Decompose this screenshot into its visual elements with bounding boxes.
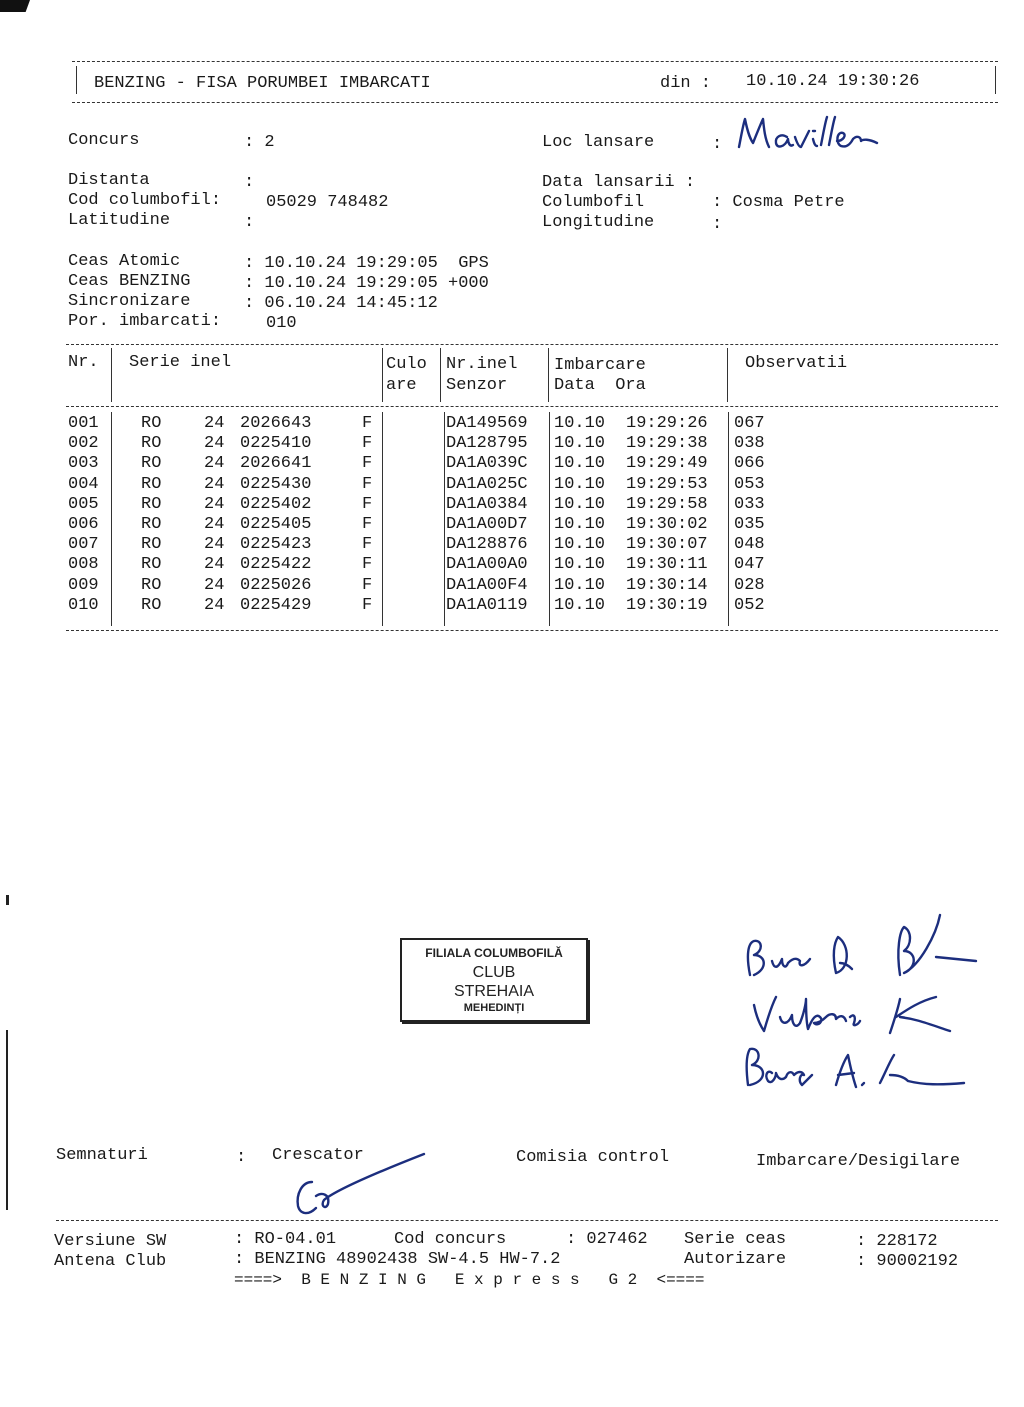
cell-ring: 0225402 [240, 494, 312, 514]
col-sep [111, 348, 112, 402]
cell-sensor: DA1A00A0 [446, 555, 528, 575]
cell-sex: F [362, 494, 373, 514]
ceas-benzing-label: Ceas BENZING [68, 272, 191, 291]
columbofil-value: : Cosma Petre [712, 193, 845, 212]
cell-nr: 008 [68, 555, 99, 575]
data-lansarii-label: Data lansarii : [542, 173, 696, 192]
cell-country: RO [141, 414, 162, 433]
cell-country: RO [141, 575, 162, 595]
cell-date: 10.10 [554, 414, 606, 433]
col-sep [727, 348, 728, 402]
col-sep [549, 412, 550, 626]
cell-sensor: DA128795 [446, 434, 528, 454]
col-sep [440, 348, 441, 402]
cell-country: RO [141, 494, 162, 514]
crescator-signature [288, 1150, 438, 1222]
cell-sex: F [362, 595, 373, 615]
header-observatii: Observatii [745, 354, 848, 373]
cell-country: RO [141, 434, 162, 454]
ceas-atomic-value: : 10.10.24 19:29:05 GPS [244, 254, 489, 273]
loc-lansare-label: Loc lansare [542, 133, 655, 152]
longitudine-value: : [712, 215, 723, 234]
cell-obs: 035 [734, 515, 765, 534]
cod-concurs-value: : 027462 [566, 1230, 648, 1249]
footer-rule [56, 1220, 998, 1221]
cell-date: 10.10 [554, 454, 606, 474]
cell-time: 19:30:02 [626, 515, 708, 534]
cell-obs: 066 [734, 454, 765, 474]
versiune-value: : RO-04.01 [234, 1230, 337, 1249]
cell-time: 19:29:53 [626, 474, 708, 494]
cell-country: RO [141, 535, 162, 555]
stamp-line-1: FILIALA COLUMBOFILĂ [425, 946, 563, 960]
cell-year: 24 [204, 555, 225, 575]
cell-country: RO [141, 555, 162, 575]
por-imbarcati-label: Por. imbarcati: [68, 312, 222, 331]
cell-time: 19:30:19 [626, 595, 708, 615]
cell-year: 24 [204, 434, 225, 454]
cell-ring: 0225430 [240, 474, 312, 494]
header-imbarcare-1: Imbarcare [554, 356, 646, 375]
cell-obs: 033 [734, 494, 765, 514]
cell-ring: 0225405 [240, 515, 312, 534]
antena-value: : BENZING 48902438 SW-4.5 HW-7.2 [234, 1250, 561, 1269]
cell-nr: 007 [68, 535, 99, 555]
concurs-value: : 2 [244, 133, 275, 152]
header-culoare-2: are [386, 376, 417, 395]
distanta-label: Distanta [68, 171, 150, 190]
cell-year: 24 [204, 575, 225, 595]
cell-ring: 0225422 [240, 555, 312, 575]
cell-country: RO [141, 454, 162, 474]
stamp-line-3: STREHAIA [453, 983, 534, 1000]
header-senzor-1: Nr.inel [446, 355, 518, 374]
cell-nr: 001 [68, 414, 99, 433]
cell-nr: 003 [68, 454, 99, 474]
versiune-label: Versiune SW [54, 1232, 167, 1251]
latitudine-label: Latitudine [68, 211, 171, 230]
stamp-line-4: MEHEDINȚI [463, 1002, 525, 1014]
cell-ring: 0225410 [240, 434, 312, 454]
cod-concurs-label: Cod concurs [394, 1230, 507, 1249]
cell-time: 19:29:49 [626, 454, 708, 474]
cell-sensor: DA1A025C [446, 474, 528, 494]
columbofil-label: Columbofil [542, 193, 645, 212]
sincronizare-value: : 06.10.24 14:45:12 [244, 294, 438, 313]
cell-ring: 0225026 [240, 575, 312, 595]
cell-sex: F [362, 515, 373, 534]
cell-time: 19:29:58 [626, 494, 708, 514]
cell-year: 24 [204, 515, 225, 534]
cell-obs: 048 [734, 535, 765, 555]
din-value: 10.10.24 19:30:26 [746, 72, 920, 91]
col-sep [548, 348, 549, 402]
autorizare-value: : 90002192 [856, 1252, 959, 1271]
cell-ring: 2026643 [240, 414, 312, 433]
por-imbarcati-value: 010 [266, 314, 297, 333]
header-top-rule [72, 61, 998, 62]
header-left-edge [76, 66, 77, 94]
cell-nr: 006 [68, 515, 99, 534]
cell-obs: 038 [734, 434, 765, 454]
loc-lansare-sep: : [712, 135, 723, 154]
cell-obs: 047 [734, 555, 765, 575]
cell-time: 19:30:14 [626, 575, 708, 595]
cell-nr: 004 [68, 474, 99, 494]
cell-ring: 2026641 [240, 454, 312, 474]
cell-year: 24 [204, 535, 225, 555]
cell-nr: 010 [68, 595, 99, 615]
cell-nr: 005 [68, 494, 99, 514]
cell-date: 10.10 [554, 434, 606, 454]
cell-sex: F [362, 434, 373, 454]
cell-sex: F [362, 535, 373, 555]
cell-nr: 009 [68, 575, 99, 595]
cod-columbofil-value: 05029 748482 [266, 193, 389, 212]
header-serie: Serie inel [129, 353, 232, 372]
cell-date: 10.10 [554, 595, 606, 615]
benzing-express-line: ====> B E N Z I N G E x p r e s s G 2 <==== [234, 1271, 705, 1289]
cell-year: 24 [204, 454, 225, 474]
col-sep [728, 412, 729, 626]
col-sep [111, 412, 112, 626]
semnaturi-sep: : [236, 1148, 247, 1167]
header-bottom-rule [72, 102, 998, 103]
cell-country: RO [141, 515, 162, 534]
table-bottom-rule [66, 630, 998, 631]
scan-edge-line [6, 1030, 8, 1210]
cell-sensor: DA128876 [446, 535, 528, 555]
cod-columbofil-label: Cod columbofil: [68, 191, 222, 210]
col-sep [382, 412, 383, 626]
header-right-edge [995, 66, 996, 94]
cell-ring: 0225423 [240, 535, 312, 555]
cell-time: 19:30:11 [626, 555, 708, 575]
cell-year: 24 [204, 474, 225, 494]
header-senzor-2: Senzor [446, 376, 508, 395]
latitudine-value: : [244, 213, 255, 232]
header-culoare-1: Culo [386, 355, 427, 374]
cell-sex: F [362, 474, 373, 494]
cell-date: 10.10 [554, 474, 606, 494]
cell-date: 10.10 [554, 535, 606, 555]
cell-country: RO [141, 474, 162, 494]
cell-sensor: DA1A0384 [446, 494, 528, 514]
cell-time: 19:29:26 [626, 414, 708, 433]
cell-country: RO [141, 595, 162, 615]
cell-sensor: DA1A0119 [446, 595, 528, 615]
sincronizare-label: Sincronizare [68, 292, 191, 311]
ceas-atomic-label: Ceas Atomic [68, 252, 181, 271]
document-title: BENZING - FISA PORUMBEI IMBARCATI [94, 74, 431, 93]
cell-sex: F [362, 454, 373, 474]
header-imbarcare-2: Data Ora [554, 376, 646, 395]
club-stamp [400, 938, 588, 1022]
cell-date: 10.10 [554, 555, 606, 575]
col-sep [382, 348, 383, 402]
imbarcare-label: Imbarcare/Desigilare [756, 1152, 961, 1171]
table-top-rule [66, 344, 998, 345]
loc-lansare-handwritten [735, 113, 885, 158]
cell-nr: 002 [68, 434, 99, 454]
cell-obs: 052 [734, 595, 765, 615]
scan-corner-mark [0, 0, 30, 12]
cell-year: 24 [204, 414, 225, 433]
autorizare-label: Autorizare [684, 1250, 787, 1269]
col-sep [444, 412, 445, 626]
scan-edge-mark [6, 895, 9, 905]
cell-sex: F [362, 414, 373, 433]
cell-obs: 053 [734, 474, 765, 494]
comisia-label: Comisia control [516, 1148, 670, 1167]
cell-sensor: DA149569 [446, 414, 528, 433]
cell-date: 10.10 [554, 494, 606, 514]
cell-sex: F [362, 555, 373, 575]
distanta-value: : [244, 173, 255, 192]
header-nr: Nr. [68, 353, 99, 372]
cell-obs: 028 [734, 575, 765, 595]
committee-signatures [740, 905, 990, 1105]
ceas-benzing-value: : 10.10.24 19:29:05 +000 [244, 274, 489, 293]
semnaturi-label: Semnaturi [56, 1146, 148, 1165]
antena-label: Antena Club [54, 1252, 167, 1271]
cell-date: 10.10 [554, 575, 606, 595]
concurs-label: Concurs [68, 131, 140, 150]
crescator-label: Crescator [272, 1146, 364, 1165]
din-label: din : [660, 74, 712, 93]
serie-ceas-label: Serie ceas [684, 1230, 787, 1249]
serie-ceas-value: : 228172 [856, 1232, 938, 1251]
cell-year: 24 [204, 494, 225, 514]
longitudine-label: Longitudine [542, 213, 655, 232]
stamp-line-2: CLUB [472, 964, 516, 981]
cell-year: 24 [204, 595, 225, 615]
cell-sensor: DA1A00D7 [446, 515, 528, 534]
cell-time: 19:29:38 [626, 434, 708, 454]
cell-time: 19:30:07 [626, 535, 708, 555]
cell-date: 10.10 [554, 515, 606, 534]
cell-ring: 0225429 [240, 595, 312, 615]
cell-sex: F [362, 575, 373, 595]
cell-sensor: DA1A00F4 [446, 575, 528, 595]
table-header-rule [66, 406, 998, 407]
cell-sensor: DA1A039C [446, 454, 528, 474]
cell-obs: 067 [734, 414, 765, 433]
